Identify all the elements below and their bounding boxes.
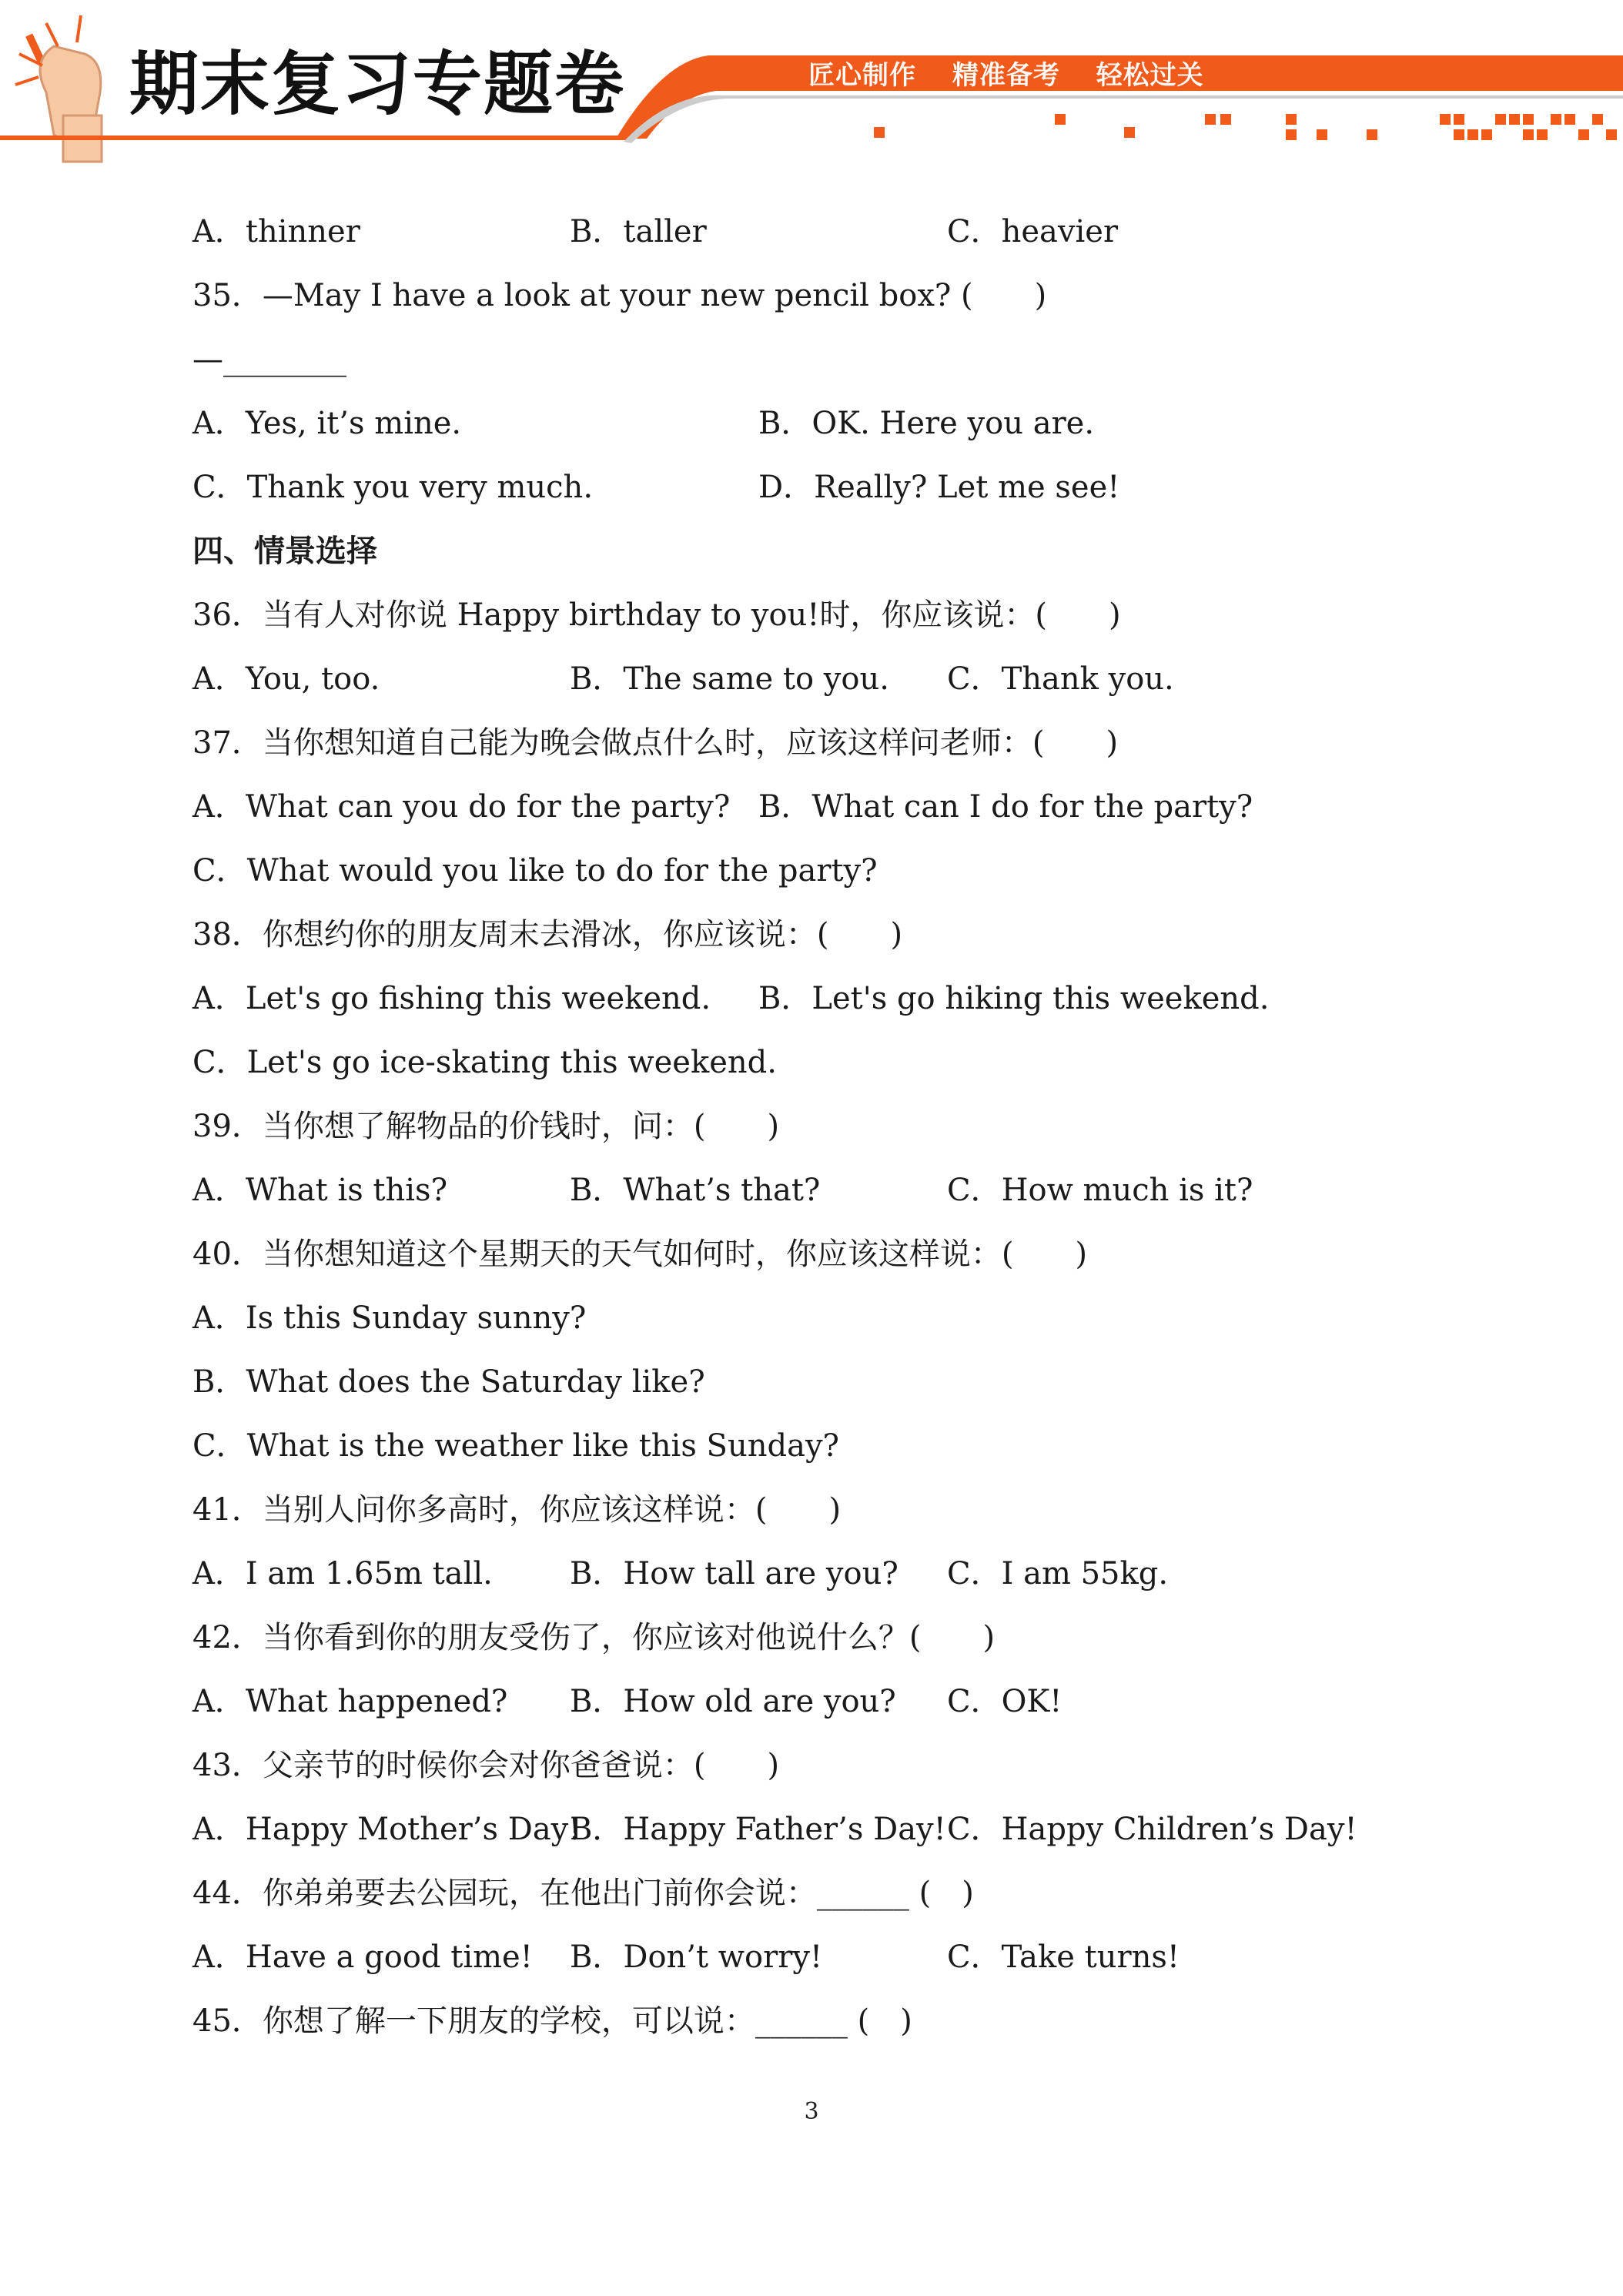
option-a: A．Is this Sunday sunny?: [192, 1300, 587, 1336]
options-row: [192, 1159, 1440, 1223]
question-stem: 35．—May I have a look at your new pencil box? ( ): [192, 278, 1047, 313]
question-stem: 42．当你看到你的朋友受伤了，你应该对他说什么？( ): [192, 1620, 996, 1655]
option-c: C．Thank you very much.: [192, 470, 594, 505]
options-row: [192, 456, 1440, 520]
option-b: B．How tall are you?: [570, 1556, 899, 1591]
option-c: C．What would you like to do for the party?: [192, 853, 878, 889]
slogan-item: 匠心制作: [808, 60, 916, 91]
question-stem: 45．你想了解一下朋友的学校，可以说：______ ( ): [192, 2003, 912, 2039]
option-a: A．thinner: [192, 214, 360, 249]
options-row: [192, 200, 1440, 264]
question-stem: 38．你想约你的朋友周末去滑冰，你应该说：( ): [192, 917, 903, 952]
option-b: B．taller: [570, 214, 707, 249]
option-d: D．Really? Let me see!: [758, 470, 1120, 505]
page-number: 3: [804, 2098, 819, 2125]
option-b: B．OK. Here you are.: [758, 406, 1095, 441]
question-stem: 39．当你想了解物品的价钱时，问：( ): [192, 1109, 780, 1144]
option-c: C．OK!: [947, 1684, 1062, 1719]
options-row: [192, 1542, 1440, 1606]
header-slogan: [808, 54, 1230, 92]
option-c: C．What is the weather like this Sunday?: [192, 1428, 839, 1464]
question-stem: 40．当你想知道这个星期天的天气如何时，你应该这样说：( ): [192, 1237, 1088, 1272]
option-a: A．What is this?: [192, 1173, 448, 1208]
question-content: [192, 200, 1440, 2053]
options-row: [192, 1926, 1440, 1990]
option-b: B．Don’t worry!: [570, 1940, 823, 1975]
option-a: A．Yes, it’s mine.: [192, 406, 462, 441]
option-a: A．What can you do for the party?: [192, 789, 731, 825]
question-stem: 36．当有人对你说 Happy birthday to you!时，你应该说：( ): [192, 597, 1121, 633]
option-c: C．heavier: [947, 214, 1119, 249]
option-b: B．Let's go hiking this weekend.: [758, 981, 1270, 1016]
question-stem: 41．当别人问你多高时，你应该这样说：( ): [192, 1492, 842, 1528]
option-a: A．What happened?: [192, 1684, 508, 1719]
answer-blank: —________: [192, 342, 346, 377]
option-a: A．Let's go fishing this weekend.: [192, 981, 711, 1016]
option-b: B．Happy Father’s Day!: [570, 1812, 946, 1847]
option-c: C．Thank you.: [947, 661, 1174, 697]
options-row: [192, 648, 1440, 711]
page-header: [0, 0, 1623, 166]
question-stem: 37．当你想知道自己能为晚会做点什么时，应该这样问老师：( ): [192, 725, 1119, 761]
option-c: C．Let's go ice-skating this weekend.: [192, 1045, 777, 1080]
slogan-item: 精准备考: [952, 60, 1060, 91]
option-a: A．Happy Mother’s Day!: [192, 1812, 581, 1847]
option-b: B．What does the Saturday like?: [192, 1364, 705, 1400]
options-row: [192, 392, 1440, 456]
option-a: A．Have a good time!: [192, 1940, 533, 1975]
brand-title: 期末复习专题卷: [129, 44, 625, 125]
options-row: [192, 967, 1440, 1031]
option-b: B．What can I do for the party?: [758, 789, 1253, 825]
option-c: C．Happy Children’s Day!: [947, 1812, 1357, 1847]
option-b: B．What’s that?: [570, 1173, 821, 1208]
options-row: [192, 1798, 1440, 1862]
question-stem: 43．父亲节的时候你会对你爸爸说：( ): [192, 1748, 780, 1783]
option-c: C．I am 55kg.: [947, 1556, 1169, 1591]
option-c: C．Take turns!: [947, 1940, 1180, 1975]
decorative-squares: [874, 114, 1617, 140]
option-b: B．The same to you.: [570, 661, 889, 697]
option-a: A．I am 1.65m tall.: [192, 1556, 493, 1591]
question-stem: 44．你弟弟要去公园玩，在他出门前你会说：______ ( ): [192, 1876, 974, 1911]
option-c: C．How much is it?: [947, 1173, 1253, 1208]
option-b: B．How old are you?: [570, 1684, 896, 1719]
options-row: [192, 1670, 1440, 1734]
options-row: [192, 775, 1440, 839]
slogan-item: 轻松过关: [1096, 60, 1204, 91]
option-a: A．You, too.: [192, 661, 380, 697]
section-heading: 四、情景选择: [192, 534, 377, 569]
